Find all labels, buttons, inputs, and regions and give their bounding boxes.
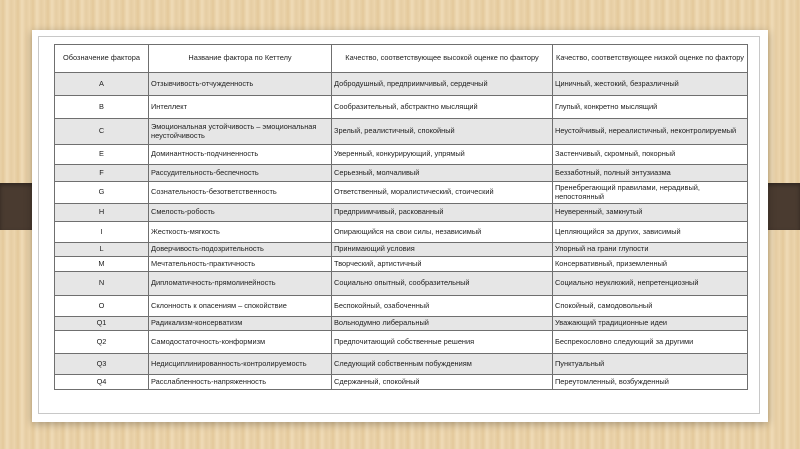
factor-name-cell: Отзывчивость-отчужденность: [149, 73, 332, 96]
high-score-quality-cell: Серьезный, молчаливый: [332, 165, 553, 182]
factor-name-cell: Доверчивость-подозрительность: [149, 243, 332, 257]
factor-name-cell: Радикализм-консерватизм: [149, 317, 332, 331]
factor-name-cell: Рассудительность-беспечность: [149, 165, 332, 182]
low-score-quality-cell: Пунктуальный: [553, 354, 748, 375]
table-row: [55, 375, 748, 390]
table-row: [55, 296, 748, 317]
factor-table: [54, 44, 748, 390]
table-row: [55, 182, 748, 204]
factor-code-cell: E: [55, 145, 149, 165]
factor-name-cell: Склонность к опасениям – спокойствие: [149, 296, 332, 317]
factor-code-cell: A: [55, 73, 149, 96]
factor-code-cell: F: [55, 165, 149, 182]
high-score-quality-cell: Беспокойный, озабоченный: [332, 296, 553, 317]
low-score-quality-cell: Консервативный, приземленный: [553, 257, 748, 272]
high-score-quality-cell: Ответственный, моралистический, стоический: [332, 182, 553, 204]
factor-name-cell: Недисциплинированность-контролируемость: [149, 354, 332, 375]
factor-name-cell: Эмоциональная устойчивость – эмоциональная неустойчивость: [149, 119, 332, 145]
table-row: [55, 73, 748, 96]
factor-code-cell: Q4: [55, 375, 149, 390]
low-score-quality-cell: Застенчивый, скромный, покорный: [553, 145, 748, 165]
table-row: [55, 354, 748, 375]
low-score-quality-cell: Уважающий традиционные идеи: [553, 317, 748, 331]
table-row: [55, 204, 748, 222]
header-low: Качество, соответствующее низкой оценке по фактору: [553, 45, 748, 73]
low-score-quality-cell: Неуверенный, замкнутый: [553, 204, 748, 222]
slide: [32, 30, 768, 422]
factor-code-cell: Q1: [55, 317, 149, 331]
factor-code-cell: I: [55, 222, 149, 243]
factor-code-cell: B: [55, 96, 149, 119]
header-code: Обозначение фактора: [55, 45, 149, 73]
table-row: [55, 222, 748, 243]
high-score-quality-cell: Опирающийся на свои силы, независимый: [332, 222, 553, 243]
factor-code-cell: L: [55, 243, 149, 257]
low-score-quality-cell: Спокойный, самодовольный: [553, 296, 748, 317]
high-score-quality-cell: Уверенный, конкурирующий, упрямый: [332, 145, 553, 165]
table-row: [55, 257, 748, 272]
factor-code-cell: O: [55, 296, 149, 317]
factor-code-cell: Q2: [55, 331, 149, 354]
factor-name-cell: Мечтательность-практичность: [149, 257, 332, 272]
header-name: Название фактора по Кеттелу: [149, 45, 332, 73]
high-score-quality-cell: Сдержанный, спокойный: [332, 375, 553, 390]
low-score-quality-cell: Упорный на грани глупости: [553, 243, 748, 257]
header-high: Качество, соответствующее высокой оценке по фактору: [332, 45, 553, 73]
high-score-quality-cell: Принимающий условия: [332, 243, 553, 257]
factor-name-cell: Дипломатичность-прямолинейность: [149, 272, 332, 296]
high-score-quality-cell: Следующий собственным побуждениям: [332, 354, 553, 375]
factor-code-cell: Q3: [55, 354, 149, 375]
low-score-quality-cell: Цепляющийся за других, зависимый: [553, 222, 748, 243]
low-score-quality-cell: Переутомленный, возбужденный: [553, 375, 748, 390]
low-score-quality-cell: Беззаботный, полный энтузиазма: [553, 165, 748, 182]
low-score-quality-cell: Глупый, конкретно мыслящий: [553, 96, 748, 119]
factor-name-cell: Расслабленность-напряженность: [149, 375, 332, 390]
factor-code-cell: G: [55, 182, 149, 204]
factor-name-cell: Смелость-робость: [149, 204, 332, 222]
low-score-quality-cell: Неустойчивый, нереалистичный, неконтролируемый: [553, 119, 748, 145]
table-row: [55, 165, 748, 182]
table-row: [55, 331, 748, 354]
table-row: [55, 317, 748, 331]
factor-name-cell: Интеллект: [149, 96, 332, 119]
high-score-quality-cell: Социально опытный, сообразительный: [332, 272, 553, 296]
table-row: [55, 145, 748, 165]
high-score-quality-cell: Творческий, артистичный: [332, 257, 553, 272]
table-row: [55, 272, 748, 296]
factor-name-cell: Самодостаточность-конформизм: [149, 331, 332, 354]
low-score-quality-cell: Беспрекословно следующий за другими: [553, 331, 748, 354]
low-score-quality-cell: Циничный, жестокий, безразличный: [553, 73, 748, 96]
factor-code-cell: C: [55, 119, 149, 145]
high-score-quality-cell: Предприимчивый, раскованный: [332, 204, 553, 222]
high-score-quality-cell: Добродушный, предприимчивый, сердечный: [332, 73, 553, 96]
factor-code-cell: N: [55, 272, 149, 296]
low-score-quality-cell: Пренебрегающий правилами, нерадивый, непостоянный: [553, 182, 748, 204]
high-score-quality-cell: Предпочитающий собственные решения: [332, 331, 553, 354]
table-row: [55, 243, 748, 257]
factor-name-cell: Жесткость-мягкость: [149, 222, 332, 243]
factor-name-cell: Доминантность-подчиненность: [149, 145, 332, 165]
table-row: [55, 119, 748, 145]
low-score-quality-cell: Социально неуклюжий, непретенциозный: [553, 272, 748, 296]
high-score-quality-cell: Сообразительный, абстрактно мыслящий: [332, 96, 553, 119]
high-score-quality-cell: Вольнодумно либеральный: [332, 317, 553, 331]
factor-code-cell: H: [55, 204, 149, 222]
high-score-quality-cell: Зрелый, реалистичный, спокойный: [332, 119, 553, 145]
table-row: [55, 96, 748, 119]
factor-code-cell: M: [55, 257, 149, 272]
header-row: [55, 45, 748, 73]
factor-name-cell: Сознательность-безответственность: [149, 182, 332, 204]
